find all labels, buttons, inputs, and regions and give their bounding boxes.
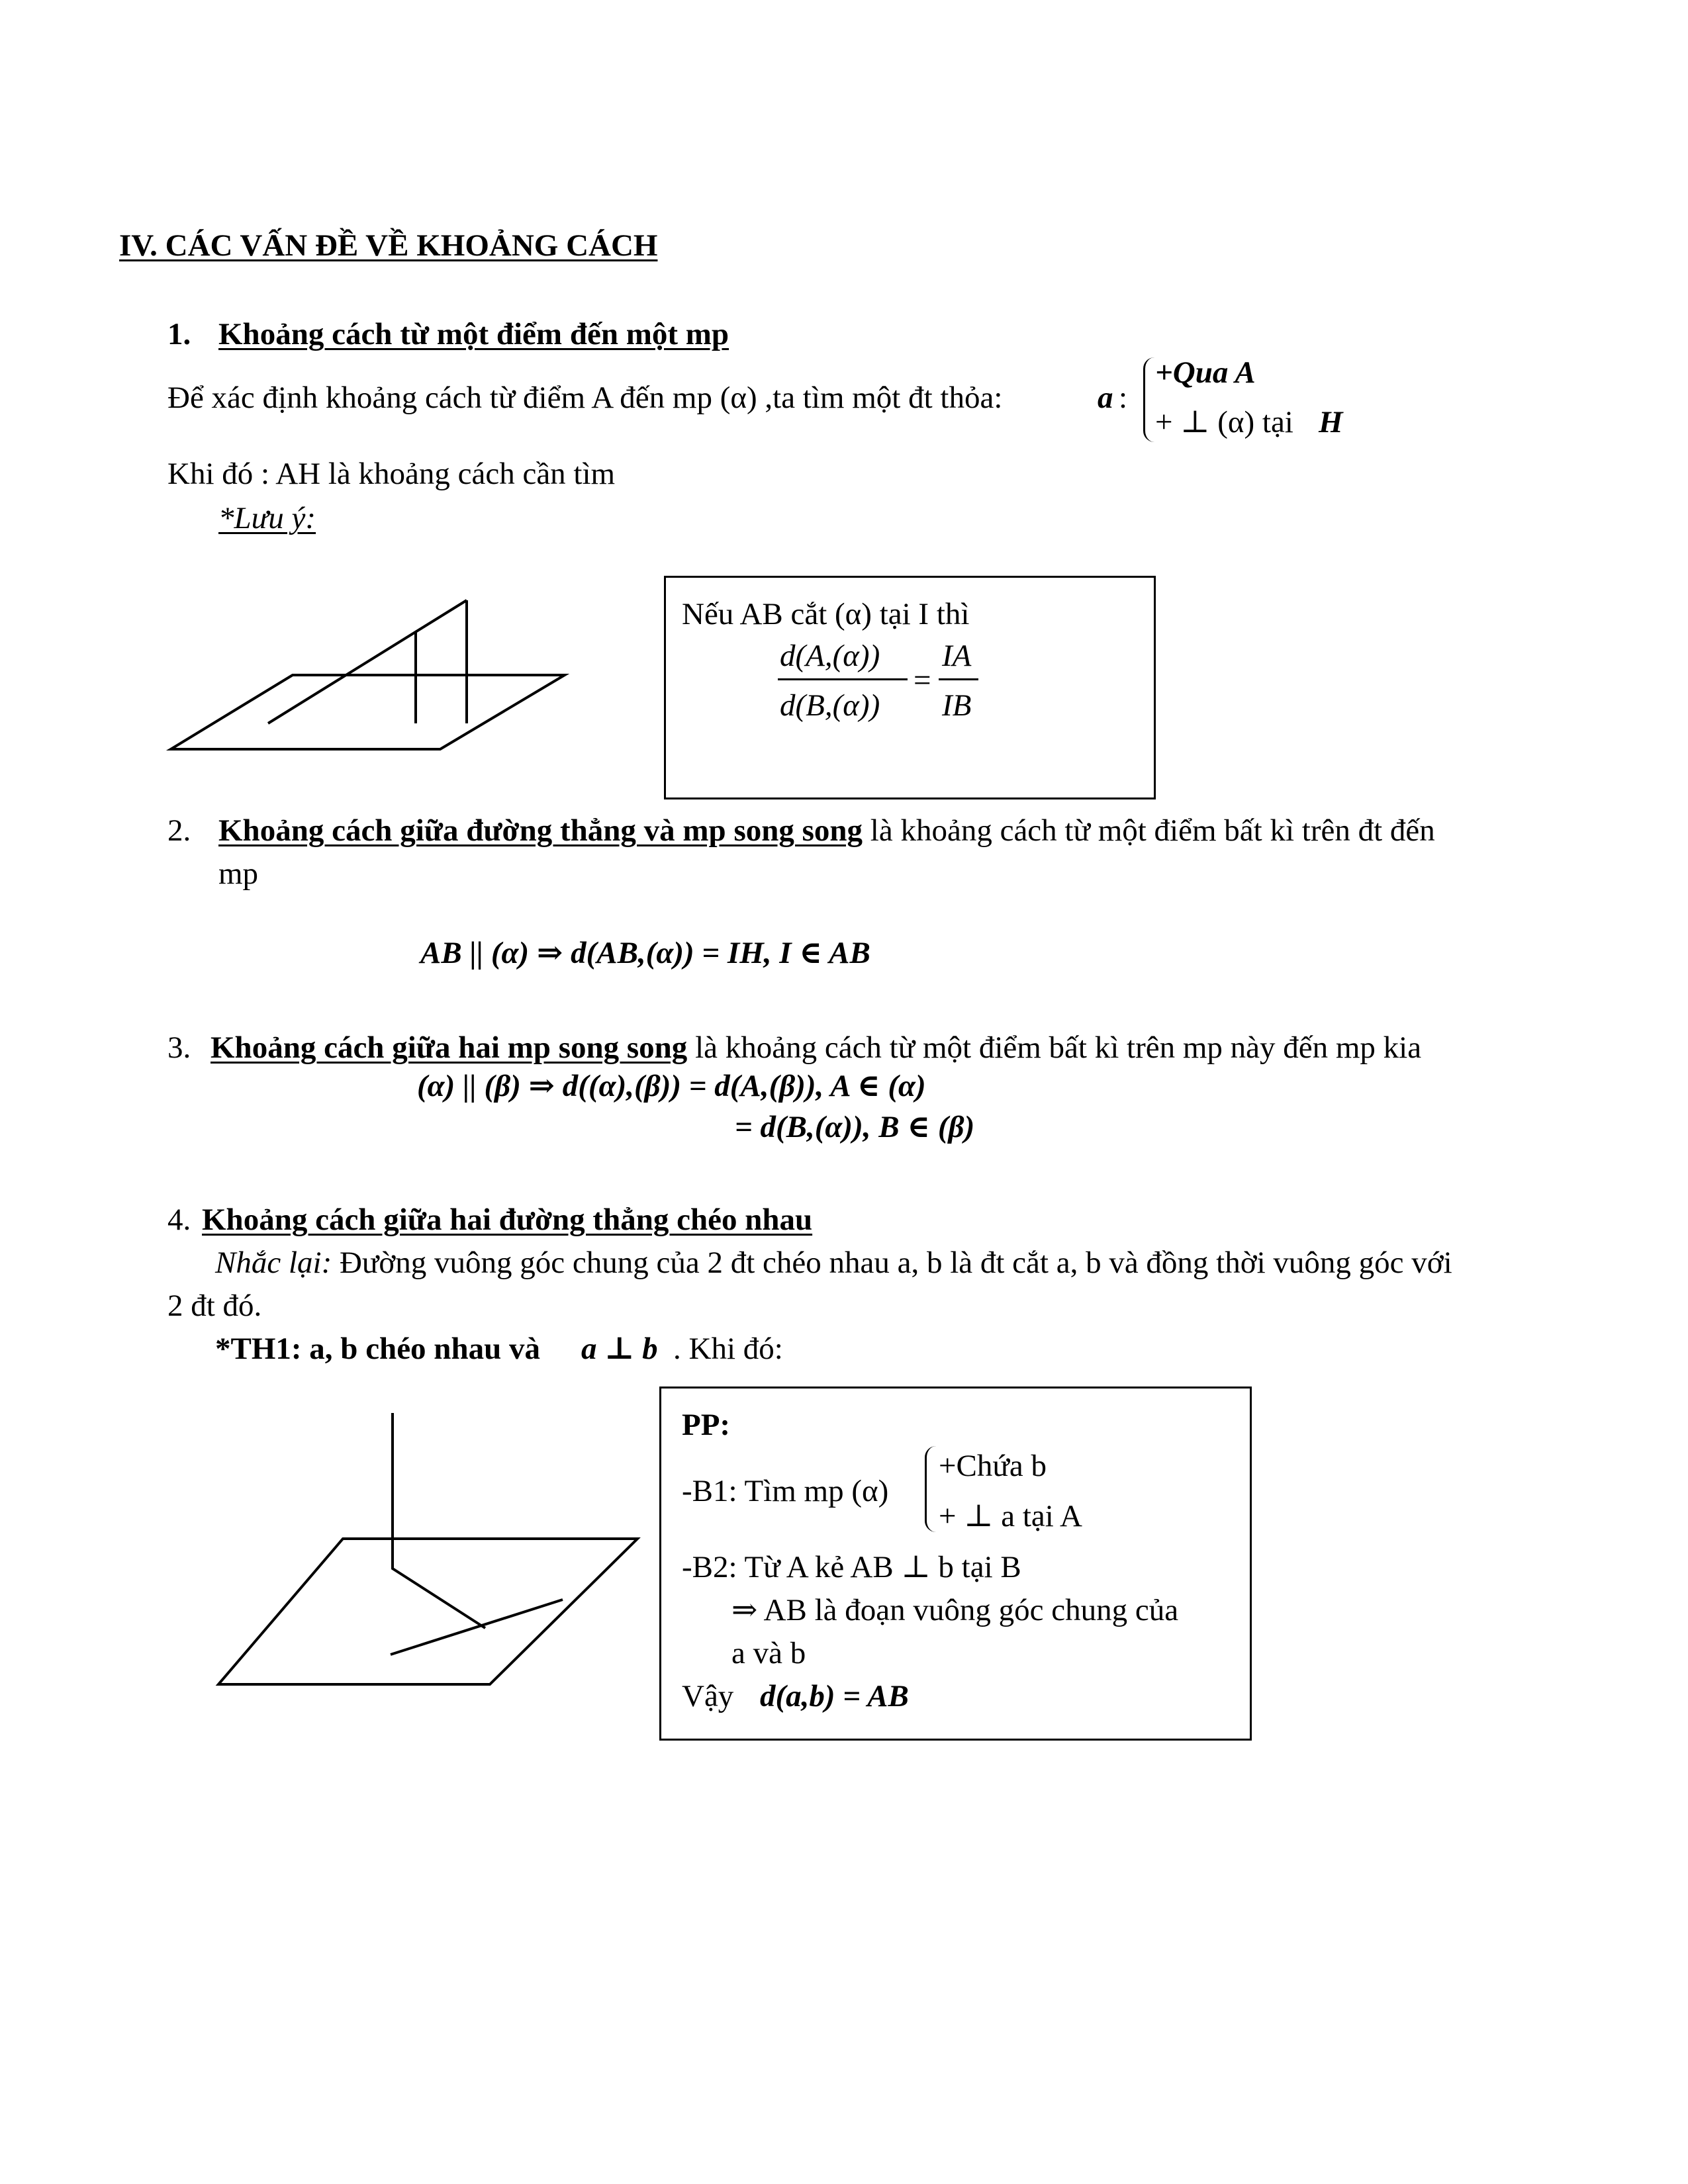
plane-parallelogram-2: [218, 1539, 637, 1684]
s1-khi-do: Khi đó : AH là khoảng cách cần tìm: [167, 457, 616, 491]
frac2-denominator: IB: [942, 688, 972, 723]
s1-colon: :: [1119, 381, 1128, 415]
plane-parallelogram: [171, 675, 565, 749]
s4-number: 4.: [167, 1203, 191, 1237]
s3-heading: Khoảng cách giữa hai mp song song: [211, 1030, 688, 1065]
line-b: [391, 1600, 563, 1655]
s1-heading: Khoảng cách từ một điểm đến một mp: [218, 317, 729, 351]
s3-line1: [211, 1032, 1421, 1064]
s1-cond-var: a: [1098, 381, 1113, 415]
frac1-numerator: d(A,(α)): [780, 639, 880, 673]
s2-heading: Khoảng cách giữa đường thẳng và mp song song: [218, 813, 863, 848]
s2-line1: [218, 815, 1435, 846]
s1-cond2-var: H: [1319, 405, 1343, 439]
s1-number: 1.: [167, 317, 191, 351]
conclusion-pre: Vậy: [682, 1679, 734, 1713]
s4-nhac-lai-text: Đường vuông góc chung của 2 đt chéo nhau a, b là đt cắt a, b và đồng thời vuông góc với: [332, 1246, 1452, 1280]
b1-cond1: +Chứa b: [939, 1449, 1047, 1483]
box-line1: Nếu AB cắt (α) tại I thì: [682, 597, 970, 631]
frac1-line: [778, 678, 908, 680]
s1-intro: Để xác định khoảng cách từ điểm A đến mp (α) ,ta tìm một đt thỏa:: [167, 381, 1003, 415]
s4-nhac-lai-label: Nhắc lại:: [215, 1246, 332, 1280]
s1-cond2: + ⊥ (α) tại: [1155, 405, 1293, 439]
s4-th1-post: . Khi đó:: [673, 1332, 783, 1366]
s3-number: 3.: [167, 1030, 191, 1065]
s2-number: 2.: [167, 813, 191, 848]
s3-formula1: (α) || (β) ⇒ d((α),(β)) = d(A,(β)), A ∈ (α): [417, 1069, 926, 1103]
s2-formula: AB || (α) ⇒ d(AB,(α)) = IH, I ∈ AB: [420, 936, 870, 970]
s4-heading: Khoảng cách giữa hai đường thẳng chéo nhau: [202, 1203, 813, 1237]
triangle-hypotenuse: [268, 600, 467, 723]
s1-luu-y: *Lưu ý:: [218, 501, 316, 535]
s4-nhac-lai-line2: 2 đt đó.: [167, 1289, 262, 1323]
s4-th1-formula: a ⊥ b: [581, 1332, 658, 1366]
frac2-numerator: IA: [942, 639, 972, 673]
frac2-line: [939, 678, 978, 680]
section-title: IV. CÁC VẤN ĐỀ VỀ KHOẢNG CÁCH: [119, 228, 658, 263]
s4-nhac-lai: [215, 1248, 1452, 1279]
s1-cond1: +Qua A: [1155, 355, 1256, 390]
s4-th1-pre: *TH1: a, b chéo nhau và: [215, 1332, 540, 1366]
b2-result-line1: ⇒ AB là đoạn vuông góc chung của: [731, 1593, 1179, 1627]
b1-cond2: + ⊥ a tại A: [939, 1499, 1082, 1533]
b2-result-line2: a và b: [731, 1636, 806, 1670]
s3-formula2: = d(B,(α)), B ∈ (β): [735, 1110, 975, 1144]
b1-brace: [925, 1446, 936, 1532]
conclusion-formula: d(a,b) = AB: [760, 1679, 909, 1713]
frac1-denominator: d(B,(α)): [780, 688, 880, 723]
b1-step: -B1: Tìm mp (α): [682, 1474, 889, 1508]
s2-rest-line1: là khoảng cách từ một điểm bất kì trên đt đến: [863, 813, 1435, 848]
frac-equals: =: [914, 663, 931, 698]
line-a: [393, 1413, 485, 1628]
s3-rest: là khoảng cách từ một điểm bất kì trên mp này đến mp kia: [687, 1030, 1422, 1065]
s2-rest-line2: mp: [218, 856, 259, 891]
b2-step: -B2: Từ A kẻ AB ⊥ b tại B: [682, 1550, 1021, 1584]
pp-label: PP:: [682, 1408, 731, 1442]
s1-brace: [1143, 357, 1154, 442]
